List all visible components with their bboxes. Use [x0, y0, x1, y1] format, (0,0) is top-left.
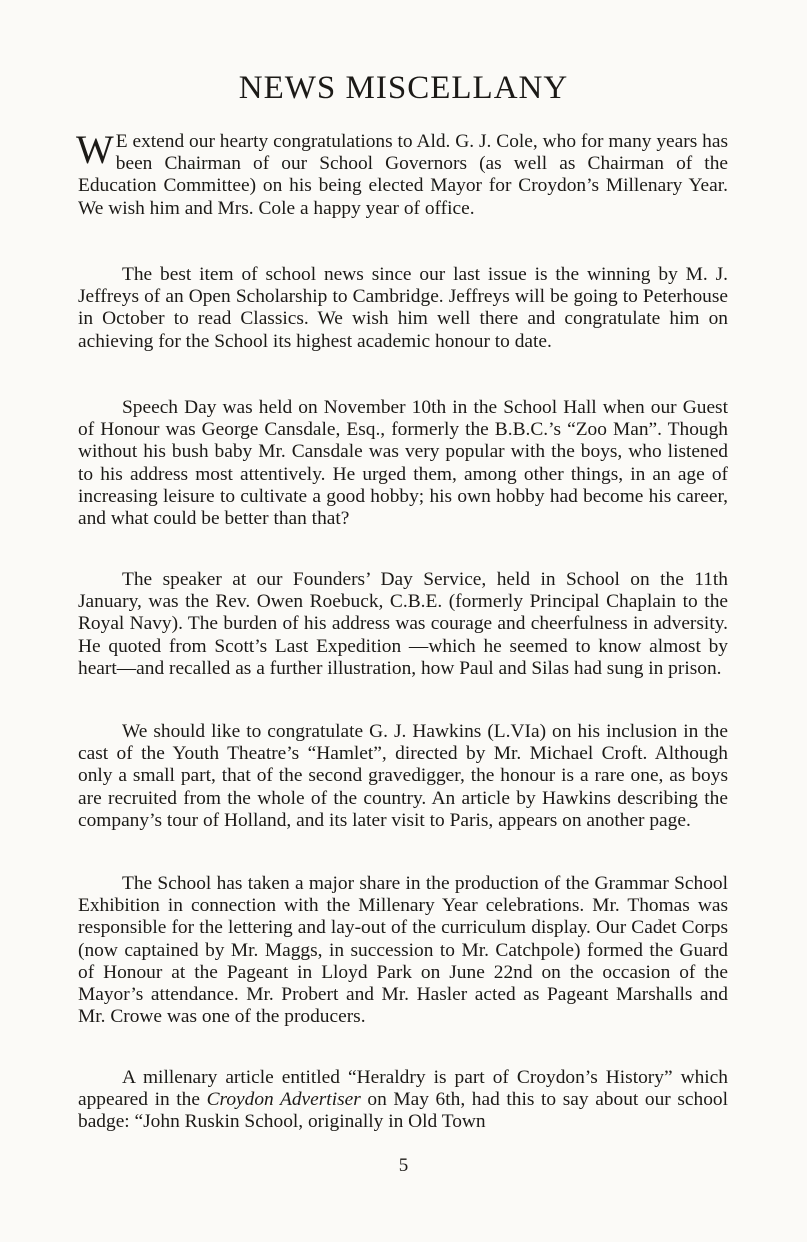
paragraph-hamlet [78, 721, 728, 832]
paragraph-text: A millenary article entitled “Heraldry is part of Croydon’s History” which appeared in the [78, 1067, 728, 1111]
paragraph-speech-day [78, 397, 728, 530]
paragraph-text: The speaker at our Founders’ Day Service, held in School on the 11th January, was the Rev. Owen Roebuck, C.B.E. (formerly Principal Chaplain to the Royal Navy). The burden of his address was courage and cheerfulness in adversity. He quoted from Scott’s Last Expedition —which he seemed to know almost by heart—and recalled as a further illustration, how Paul and Silas had sung in prison. [78, 569, 728, 679]
publication-name: Croydon Advertiser [206, 1089, 361, 1111]
drop-cap: W [76, 127, 114, 172]
paragraph-text: The best item of school news since our last issue is the winning by M. J. Jeffreys of an Open Scholarship to Cambridge. Jeffreys will be going to Peterhouse in October to read Classics. We wish him well there and congratulate him on achieving for the School its highest academic honour to date. [78, 264, 728, 352]
paragraph-mayor [76, 127, 728, 220]
page-number: 5 [398, 1155, 409, 1176]
paragraph-exhibition [78, 873, 728, 1028]
paragraph-text: E extend our hearty congratulations to Ald. G. J. Cole, who for many years has been Chairman of our School Governors (as well as Chairman of the Education Committee) on his being elected Mayor for Croydon’s Millenary Year. We wish him and Mrs. Cole a happy year of office. [78, 131, 728, 219]
paragraph-founders-day [78, 569, 728, 680]
paragraph-text: on May 6th, had this to say about our school badge: “John Ruskin School, originally in Old Town [78, 1089, 728, 1133]
paragraph-heraldry [78, 1067, 728, 1134]
page-title: NEWS MISCELLANY [238, 70, 569, 106]
paragraph-text: The School has taken a major share in the production of the Grammar School Exhibition in connection with the Millenary Year celebrations. Mr. Thomas was responsible for the lettering and lay-out of the curriculum display. Our Cadet Corps (now captained by Mr. Maggs, in succession to Mr. Catchpole) formed the Guard of Honour at the Pageant in Lloyd Park on June 22nd on the occasion of the Mayor’s attendance. Mr. Probert and Mr. Hasler acted as Pageant Marshalls and Mr. Crowe was one of the producers. [78, 873, 728, 1028]
paragraph-text: We should like to congratulate G. J. Hawkins (L.VIa) on his inclusion in the cast of the Youth Theatre’s “Hamlet”, directed by Mr. Michael Croft. Although only a small part, that of the second gravedigger, the honour is a rare one, as boys are recruited from the whole of the country. An article by Hawkins describing the company’s tour of Holland, and its later visit to Paris, appears on another page. [78, 721, 728, 831]
paragraph-scholarship [78, 264, 728, 353]
paragraph-text: Speech Day was held on November 10th in the School Hall when our Guest of Honour was George Cansdale, Esq., formerly the B.B.C.’s “Zoo Man”. Though without his bush baby Mr. Cansdale was very popular with the boys, who listened to his address most attentively. He urged them, among other things, in an age of increasing leisure to cultivate a good hobby; his own hobby had become his career, and what could be better than that? [78, 397, 728, 530]
